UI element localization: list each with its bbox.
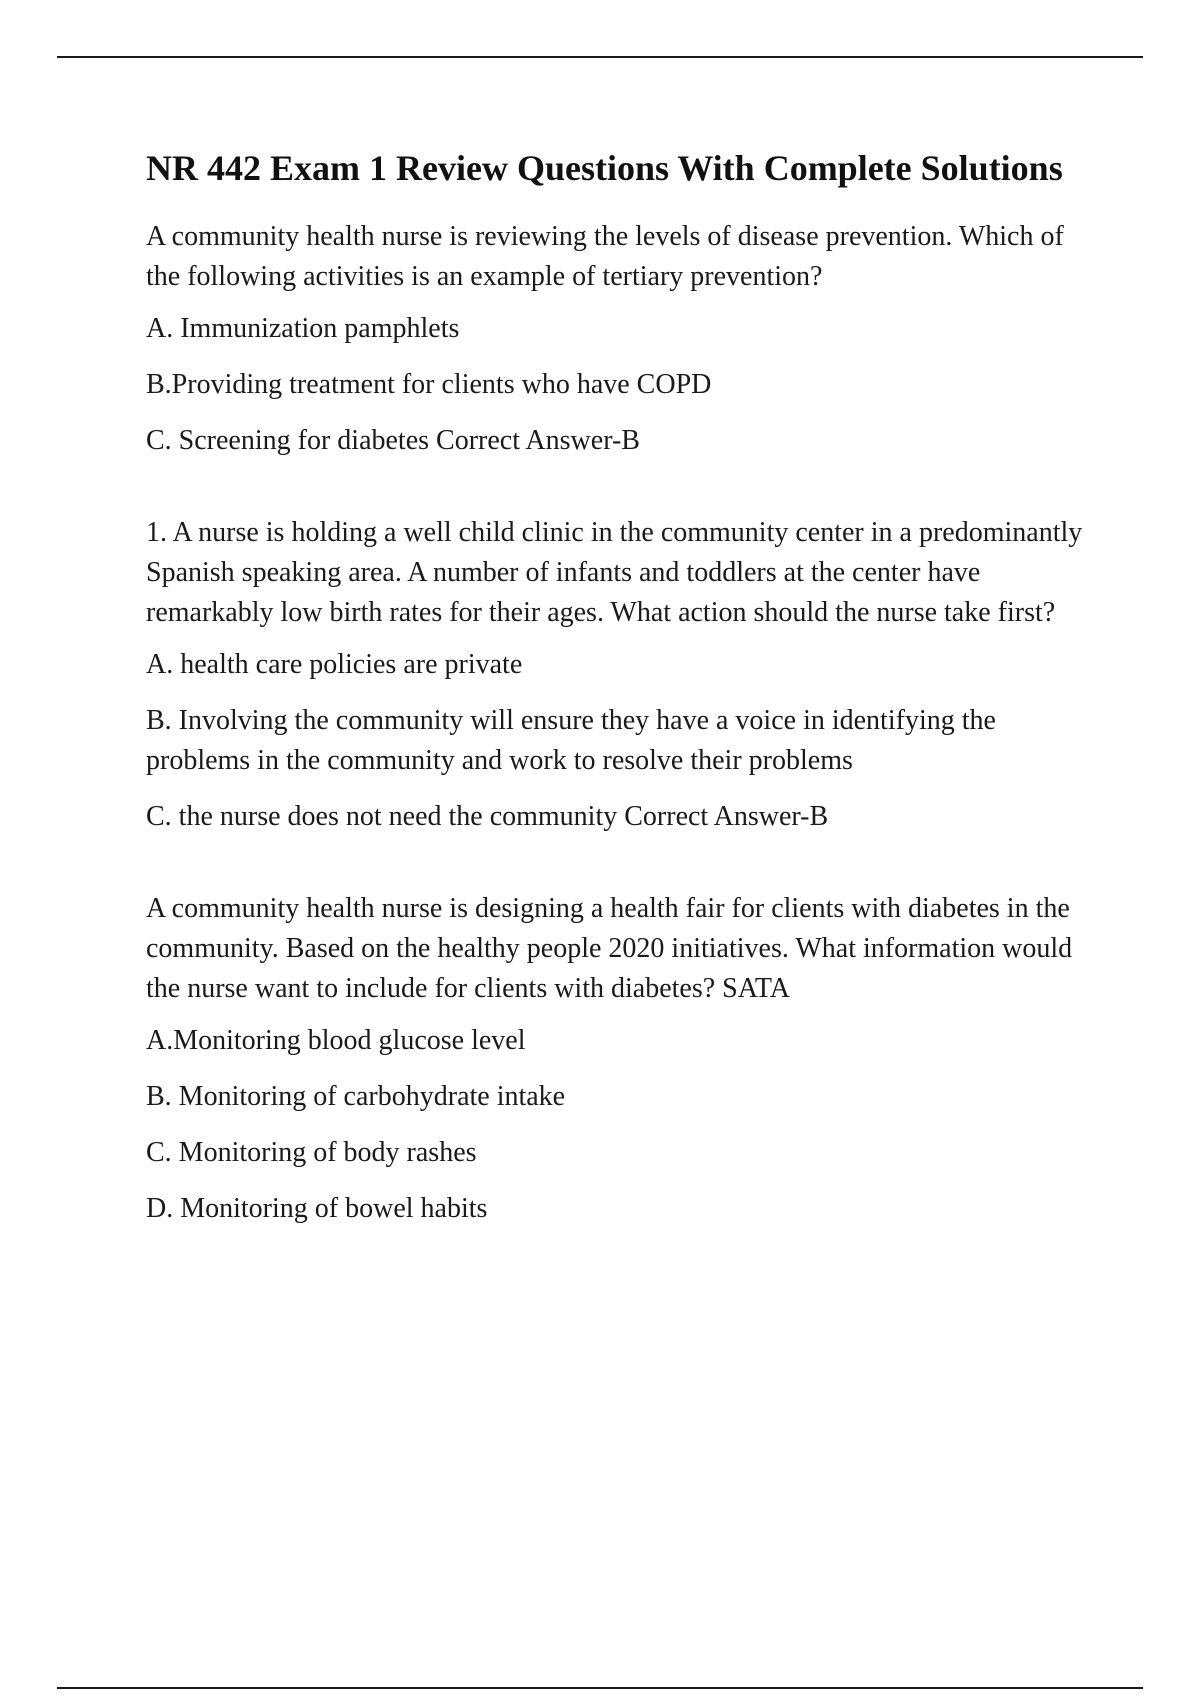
answer-option: C. Screening for diabetes Correct Answer-B [146,425,640,456]
answer-option: B. Involving the community will ensure they have a voice in identifying the problems in the community and work to resolve their problems [146,705,996,776]
answer-option: C. the nurse does not need the community Correct Answer-B [146,801,829,832]
question-stem: 1. A nurse is holding a well child clinic in the community center in a predominantly Spanish speaking area. A number of infants and toddlers at the center have remarkably low birth rates for their ages. What action should the nurse take first? [146,517,1083,628]
top-rule [57,56,1143,58]
document-title: NR 442 Exam 1 Review Questions With Complete Solutions [146,148,1063,188]
document-body [146,143,1096,1229]
question-2 [146,513,1096,837]
answer-option: B. Monitoring of carbohydrate intake [146,1081,566,1112]
question-1 [146,217,1096,461]
answer-option: C. Monitoring of body rashes [146,1137,477,1168]
answer-option: A.Monitoring blood glucose level [146,1025,526,1056]
question-stem: A community health nurse is reviewing the levels of disease prevention. Which of the following activities is an example of tertiary prevention? [146,221,1064,292]
answer-option: B.Providing treatment for clients who have COPD [146,369,712,400]
question-stem: A community health nurse is designing a health fair for clients with diabetes in the community. Based on the healthy people 2020 initiatives. What information would the nurse want to include for clients with diabetes? SATA [146,893,1073,1004]
question-3 [146,889,1096,1229]
answer-option: D. Monitoring of bowel habits [146,1193,488,1224]
bottom-rule [57,1687,1143,1689]
answer-option: A. Immunization pamphlets [146,313,460,344]
answer-option: A. health care policies are private [146,649,523,680]
